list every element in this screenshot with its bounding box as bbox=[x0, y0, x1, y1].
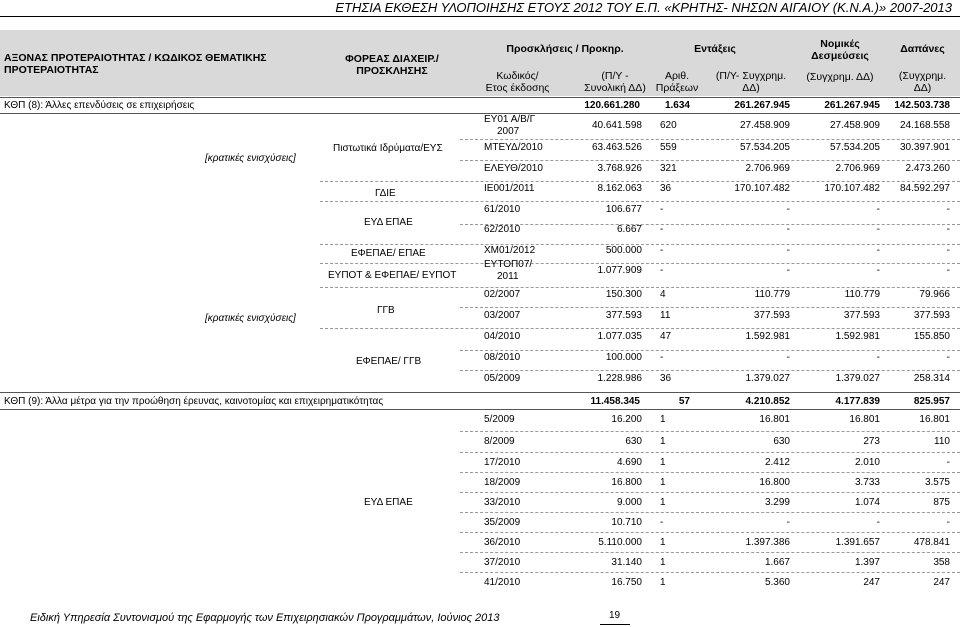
row-budget: 3.768.926 bbox=[597, 163, 642, 174]
group-spend: 142.503.738 bbox=[894, 100, 950, 111]
row-incl: 630 bbox=[773, 436, 790, 447]
row-budget: 4.690 bbox=[616, 457, 642, 468]
row-divider bbox=[460, 572, 960, 573]
row-legal: 3.733 bbox=[854, 477, 880, 488]
row-count: 1 bbox=[660, 477, 666, 488]
row-count: 1 bbox=[660, 537, 666, 548]
row-budget: 500.000 bbox=[605, 245, 642, 256]
row-legal: - bbox=[876, 352, 880, 363]
row-code: 62/2010 bbox=[484, 224, 521, 235]
row-budget: 9.000 bbox=[616, 497, 642, 508]
row-legal: 27.458.909 bbox=[829, 120, 880, 131]
row-incl: - bbox=[786, 265, 790, 276]
row-count: - bbox=[660, 245, 664, 256]
group-label: ΚΘΠ (9): Άλλα μέτρα για την προώθηση έρευνας, καινοτομίας και επιχειρηματικότητας bbox=[4, 396, 384, 407]
col-count-2: Πράξεων bbox=[655, 82, 699, 94]
row-code: 17/2010 bbox=[484, 457, 521, 468]
row-count: 559 bbox=[660, 142, 677, 153]
row-spend: 24.168.558 bbox=[899, 120, 950, 131]
row-budget: 6.667 bbox=[616, 224, 642, 235]
side-label: ΕΥΔ ΕΠΑΕ bbox=[364, 497, 413, 508]
row-spend: 84.592.297 bbox=[899, 183, 950, 194]
group-legal: 4.177.839 bbox=[835, 396, 880, 407]
footer-text: Ειδική Υπηρεσία Συντονισμού της Εφαρμογής των Επιχειρησιακών Προγραμμάτων, Ιούνιος 2013 bbox=[30, 612, 500, 624]
row-spend: 875 bbox=[933, 497, 950, 508]
row-code: 08/2010 bbox=[484, 352, 521, 363]
col-incl-budget-2: ΔΔ) bbox=[742, 82, 760, 94]
row-divider bbox=[460, 492, 960, 493]
col-code-2: Ετος έκδοσης bbox=[485, 82, 550, 94]
row-incl: 110.779 bbox=[754, 289, 790, 300]
row-legal: 247 bbox=[863, 577, 880, 588]
row-divider bbox=[460, 370, 960, 371]
row-divider bbox=[460, 307, 960, 308]
document-title: ΕΤΗΣΙΑ ΕΚΘΕΣΗ ΥΛΟΠΟΙΗΣΗΣ ΕΤΟΥΣ 2012 ΤΟΥ Ε.Π. «ΚΡΗΤΗΣ- ΝΗΣΩΝ ΑΙΓΑΙΟΥ (Κ.Ν.Α.)» 2007-2013 bbox=[335, 0, 952, 15]
row-incl: 27.458.909 bbox=[739, 120, 790, 131]
col-code-1: Κωδικός/ bbox=[496, 70, 539, 82]
row-incl: 170.107.482 bbox=[734, 183, 790, 194]
row-code: 02/2007 bbox=[484, 289, 521, 300]
row-spend: 478.841 bbox=[913, 537, 950, 548]
col-count-1: Αριθ. bbox=[664, 70, 690, 82]
group-spend: 825.957 bbox=[913, 396, 950, 407]
row-code: ΕΛΕΥΘ/2010 bbox=[484, 163, 543, 174]
row-legal: 16.801 bbox=[849, 414, 880, 425]
row-budget: 1.228.986 bbox=[597, 373, 642, 384]
row-code-line2: 2011 bbox=[497, 271, 519, 282]
row-divider bbox=[320, 201, 960, 202]
row-count: 47 bbox=[660, 331, 672, 342]
row-code: 35/2009 bbox=[484, 517, 521, 528]
row-count: 1 bbox=[660, 577, 666, 588]
row-spend: 2.473.260 bbox=[905, 163, 950, 174]
row-divider bbox=[320, 328, 960, 329]
row-legal: 110.779 bbox=[844, 289, 880, 300]
row-count: 620 bbox=[660, 120, 677, 131]
col-incl-budget-1: (Π/Υ- Συγχρημ. bbox=[715, 70, 787, 82]
row-code: ΙΕ001/2011 bbox=[484, 183, 535, 194]
row-legal: 1.592.981 bbox=[835, 331, 880, 342]
row-spend: - bbox=[946, 265, 950, 276]
row-count: 1 bbox=[660, 457, 666, 468]
group-rule-bottom bbox=[0, 409, 960, 410]
row-incl: - bbox=[786, 517, 790, 528]
group-inclusion-budget: 4.210.852 bbox=[745, 396, 790, 407]
row-budget: 16.750 bbox=[611, 577, 642, 588]
row-budget: 16.200 bbox=[611, 414, 642, 425]
side-label: ΕΦΕΠΑΕ/ ΓΓΒ bbox=[356, 356, 422, 367]
row-spend: 16.801 bbox=[919, 414, 950, 425]
row-code: 05/2009 bbox=[484, 373, 521, 384]
row-incl: 2.412 bbox=[764, 457, 790, 468]
row-budget: 150.300 bbox=[605, 289, 642, 300]
group-count: 57 bbox=[678, 396, 690, 407]
row-count: 1 bbox=[660, 436, 666, 447]
row-divider bbox=[460, 472, 960, 473]
row-code: 5/2009 bbox=[484, 414, 515, 425]
row-spend: 110 bbox=[934, 436, 950, 447]
row-spend: 79.966 bbox=[919, 289, 950, 300]
row-legal: 1.391.657 bbox=[835, 537, 880, 548]
row-spend: - bbox=[946, 352, 950, 363]
col-budget-2: Συνολική ΔΔ) bbox=[584, 82, 646, 94]
row-code: 03/2007 bbox=[484, 310, 521, 321]
col-budget-1: (Π/Υ - bbox=[601, 70, 629, 82]
row-incl: - bbox=[786, 204, 790, 215]
row-divider bbox=[460, 350, 960, 351]
row-budget: 630 bbox=[625, 436, 642, 447]
row-code: ΕΥΤΟΠ07/ bbox=[484, 259, 533, 270]
col-body-2: ΠΡΟΣΚΛΗΣΗΣ bbox=[356, 65, 428, 77]
col-body-1: ΦΟΡΕΑΣ ΔΙΑΧΕΙΡ./ bbox=[345, 53, 439, 65]
row-incl: - bbox=[786, 224, 790, 235]
row-code: ΧΜ01/2012 bbox=[484, 245, 536, 256]
row-legal: 1.074 bbox=[854, 497, 880, 508]
row-legal: 1.379.027 bbox=[835, 373, 880, 384]
col-legal-2: Δεσμεύσεις bbox=[811, 50, 869, 62]
row-legal: - bbox=[876, 224, 880, 235]
row-spend: - bbox=[946, 224, 950, 235]
row-budget: 1.077.035 bbox=[597, 331, 642, 342]
group-budget: 120.661.280 bbox=[584, 100, 640, 111]
col-inclusions: Εντάξεις bbox=[694, 43, 736, 55]
row-count: 1 bbox=[660, 414, 666, 425]
group-rule-top bbox=[0, 392, 960, 393]
row-incl: 5.360 bbox=[764, 577, 790, 588]
row-incl: 3.299 bbox=[764, 497, 790, 508]
row-code: 8/2009 bbox=[484, 436, 515, 447]
row-count: - bbox=[660, 517, 664, 528]
row-code: 36/2010 bbox=[484, 537, 521, 548]
group-label: ΚΘΠ (8): Άλλες επενδύσεις σε επιχειρήσεις bbox=[4, 100, 195, 111]
row-code: ΜΤΕΥΔ/2010 bbox=[484, 142, 543, 153]
row-spend: - bbox=[946, 204, 950, 215]
row-incl: 1.667 bbox=[764, 557, 790, 568]
side-label: ΓΓΒ bbox=[377, 305, 395, 316]
row-count: 36 bbox=[660, 183, 672, 194]
row-legal: 57.534.205 bbox=[829, 142, 880, 153]
row-legal: 2.706.969 bbox=[835, 163, 880, 174]
col-spend-sub-1: (Συγχρημ. bbox=[898, 70, 947, 82]
group-rule-top bbox=[0, 97, 960, 98]
row-incl: - bbox=[786, 245, 790, 256]
row-count: 4 bbox=[660, 289, 666, 300]
title-rule bbox=[0, 16, 960, 17]
row-budget: 31.140 bbox=[611, 557, 642, 568]
group-inclusion-budget: 261.267.945 bbox=[734, 100, 790, 111]
row-spend: 377.593 bbox=[913, 310, 950, 321]
row-incl: 1.397.386 bbox=[745, 537, 790, 548]
row-divider bbox=[460, 512, 960, 513]
row-spend: 30.397.901 bbox=[899, 142, 950, 153]
row-incl: 57.534.205 bbox=[739, 142, 790, 153]
row-count: 1 bbox=[660, 497, 666, 508]
side-label: ΕΦΕΠΑΕ/ ΕΠΑΕ bbox=[351, 248, 426, 259]
row-legal: 1.397 bbox=[854, 557, 880, 568]
row-budget: 377.593 bbox=[605, 310, 642, 321]
row-budget: 8.162.063 bbox=[597, 183, 642, 194]
row-spend: 258.314 bbox=[913, 373, 950, 384]
group-legal: 261.267.945 bbox=[824, 100, 880, 111]
row-count: 321 bbox=[660, 163, 677, 174]
row-incl: 1.592.981 bbox=[745, 331, 790, 342]
row-divider bbox=[320, 263, 960, 264]
row-code: 61/2010 bbox=[484, 204, 521, 215]
row-code: 04/2010 bbox=[484, 331, 521, 342]
row-budget: 5.110.000 bbox=[598, 537, 642, 548]
row-code: 37/2010 bbox=[484, 557, 521, 568]
row-incl: 377.593 bbox=[753, 310, 790, 321]
row-incl: 16.800 bbox=[759, 477, 790, 488]
side-label: ΕΥΔ ΕΠΑΕ bbox=[364, 217, 413, 228]
row-legal: - bbox=[876, 245, 880, 256]
page-number-rule bbox=[600, 624, 630, 625]
row-incl: 2.706.969 bbox=[745, 163, 790, 174]
row-divider bbox=[460, 160, 960, 161]
row-incl: 16.801 bbox=[759, 414, 790, 425]
row-divider bbox=[320, 181, 960, 182]
row-budget: 1.077.909 bbox=[597, 265, 642, 276]
row-divider bbox=[460, 532, 960, 533]
row-legal: 273 bbox=[863, 436, 880, 447]
row-divider bbox=[460, 452, 960, 453]
col-calls: Προσκλήσεις / Προκηρ. bbox=[506, 43, 624, 55]
side-label: ΓΔΙΕ bbox=[375, 188, 396, 199]
side-label: ΕΥΠΟΤ & ΕΦΕΠΑΕ/ ΕΥΠΟΤ bbox=[328, 270, 457, 281]
col-spend: Δαπάνες bbox=[900, 43, 945, 55]
row-count: - bbox=[660, 224, 664, 235]
row-budget: 106.677 bbox=[605, 204, 642, 215]
row-spend: 358 bbox=[933, 557, 950, 568]
row-legal: - bbox=[876, 517, 880, 528]
row-budget: 40.641.598 bbox=[591, 120, 642, 131]
col-legal-1: Νομικές bbox=[820, 38, 860, 50]
page-number: 19 bbox=[609, 610, 621, 621]
row-divider bbox=[320, 287, 960, 288]
row-spend: 247 bbox=[933, 577, 950, 588]
row-count: 1 bbox=[660, 557, 666, 568]
col-axis: ΑΞΟΝΑΣ ΠΡΟΤΕΡΑΙΟΤΗΤΑΣ / ΚΩΔΙΚΟΣ ΘΕΜΑΤΙΚΗΣ ΠΡΟΤΕΡΑΙΟΤΗΤΑΣ bbox=[4, 52, 267, 76]
group-count: 1.634 bbox=[664, 100, 690, 111]
row-legal: - bbox=[876, 265, 880, 276]
row-spend: - bbox=[946, 457, 950, 468]
row-incl: 1.379.027 bbox=[745, 373, 790, 384]
row-spend: 3.575 bbox=[924, 477, 950, 488]
row-count: 11 bbox=[660, 310, 671, 321]
row-spend: - bbox=[946, 517, 950, 528]
row-legal: 377.593 bbox=[843, 310, 880, 321]
row-incl: - bbox=[786, 352, 790, 363]
row-legal: 2.010 bbox=[854, 457, 880, 468]
row-code: 18/2009 bbox=[484, 477, 521, 488]
group-budget: 11.458.345 bbox=[590, 396, 640, 407]
row-spend: 155.850 bbox=[913, 331, 950, 342]
row-count: - bbox=[660, 352, 664, 363]
side-label: [κρατικές ενισχύσεις] bbox=[205, 153, 296, 164]
side-label: [κρατικές ενισχύσεις] bbox=[205, 313, 296, 324]
col-spend-sub-2: ΔΔ) bbox=[913, 82, 932, 94]
row-budget: 16.800 bbox=[611, 477, 642, 488]
row-count: - bbox=[660, 265, 664, 276]
col-legal-sub: (Συγχρημ. ΔΔ) bbox=[806, 71, 874, 83]
row-spend: - bbox=[946, 245, 950, 256]
row-budget: 100.000 bbox=[605, 352, 642, 363]
row-code: ΕΥ01 Α/Β/Γ bbox=[484, 114, 536, 125]
row-count: - bbox=[660, 204, 664, 215]
row-budget: 10.710 bbox=[611, 517, 642, 528]
side-label: Πιστωτικά Ιδρύματα/ΕΥΣ bbox=[333, 143, 443, 154]
row-divider bbox=[460, 552, 960, 553]
row-divider bbox=[460, 139, 960, 140]
row-legal: - bbox=[876, 204, 880, 215]
row-legal: 170.107.482 bbox=[824, 183, 880, 194]
row-code: 33/2010 bbox=[484, 497, 521, 508]
row-divider bbox=[460, 431, 960, 432]
row-code: 41/2010 bbox=[484, 577, 521, 588]
row-code-line2: 2007 bbox=[497, 126, 520, 137]
row-count: 36 bbox=[660, 373, 672, 384]
row-budget: 63.463.526 bbox=[591, 142, 642, 153]
group-rule-bottom bbox=[0, 113, 960, 114]
